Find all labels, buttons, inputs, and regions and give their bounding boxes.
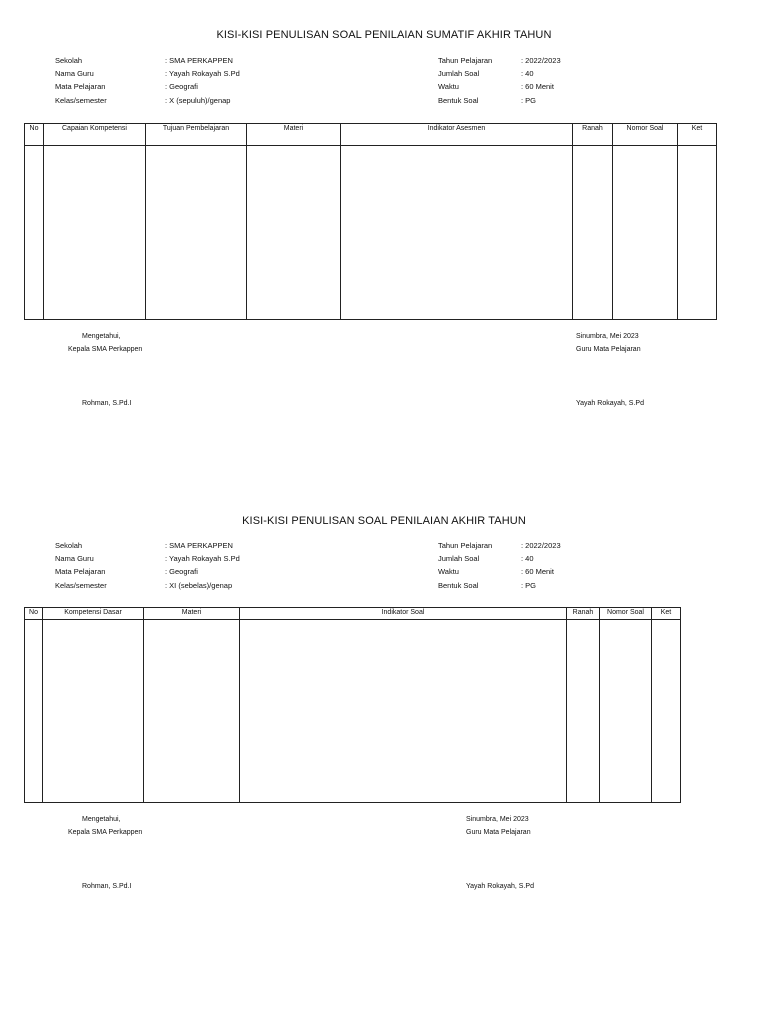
table-row (25, 146, 717, 320)
left-info-block (55, 539, 240, 592)
kisi-table (24, 607, 681, 803)
sign-left-title: Kepala SMA Perkappen (68, 346, 143, 353)
info-row-nama-guru (55, 67, 240, 80)
info-value: : Geografi (165, 82, 198, 92)
sign-right-title: Guru Mata Pelajaran (466, 829, 531, 836)
page-title: KISI-KISI PENULISAN SOAL PENILAIAN AKHIR TAHUN (242, 515, 526, 527)
table-cell (25, 620, 43, 803)
info-row-jumlah-soal (438, 67, 561, 80)
info-label: Mata Pelajaran (55, 567, 106, 577)
info-label: Waktu (438, 82, 459, 92)
col-header-nomor-soal: Nomor Soal (600, 608, 652, 620)
table-cell (613, 146, 678, 320)
info-label: Jumlah Soal (438, 69, 480, 79)
info-value: : Yayah Rokayah S.Pd (165, 554, 240, 564)
table-cell (144, 620, 240, 803)
info-label: Kelas/semester (55, 95, 107, 105)
sign-right-title: Guru Mata Pelajaran (576, 346, 641, 353)
info-row-nama-guru (55, 552, 240, 565)
col-header-capaian-kompetensi: Capaian Kompetensi (44, 124, 146, 146)
info-value: : SMA PERKAPPEN (165, 541, 233, 550)
col-header-ket: Ket (652, 608, 681, 620)
col-header-ket: Ket (678, 124, 717, 146)
col-header-no: No (25, 608, 43, 620)
table-cell (573, 146, 613, 320)
info-label: Mata Pelajaran (55, 82, 106, 92)
info-label: Nama Guru (55, 69, 94, 79)
sign-left-name: Rohman, S.Pd.I (82, 883, 132, 890)
table-cell (678, 146, 717, 320)
sign-right-name: Yayah Rokayah, S.Pd (466, 883, 534, 890)
sign-left-greeting: Mengetahui, (82, 816, 121, 823)
sign-left-title: Kepala SMA Perkappen (68, 829, 143, 836)
info-label: Tahun Pelajaran (438, 56, 493, 65)
info-value: : X (sepuluh)/genap (165, 95, 231, 105)
col-header-nomor-soal: Nomor Soal (613, 124, 678, 146)
info-value: : 40 (521, 69, 534, 79)
kisi-table (24, 123, 717, 320)
table-header-row (25, 608, 681, 620)
info-row-tahun (438, 54, 561, 67)
info-row-bentuk-soal (438, 94, 561, 107)
col-header-kompetensi-dasar: Kompetensi Dasar (43, 608, 144, 620)
sign-left-greeting: Mengetahui, (82, 333, 121, 340)
col-header-indikator-asesmen: Indikator Asesmen (341, 124, 573, 146)
info-value: : Geografi (165, 567, 198, 577)
table-cell (600, 620, 652, 803)
table-header-row (25, 124, 717, 146)
info-row-sekolah (55, 54, 240, 67)
table-cell (44, 146, 146, 320)
info-label: Sekolah (55, 541, 83, 550)
info-value: : 60 Menit (521, 567, 554, 577)
col-header-no: No (25, 124, 44, 146)
info-value: : 2022/2023 (521, 56, 561, 65)
left-info-block (55, 54, 240, 107)
sign-left-name: Rohman, S.Pd.I (82, 400, 132, 407)
info-value: : Yayah Rokayah S.Pd (165, 69, 240, 79)
info-value: : SMA PERKAPPEN (165, 56, 233, 65)
info-value: : 40 (521, 554, 534, 564)
table-cell (247, 146, 341, 320)
info-value: : 60 Menit (521, 82, 554, 92)
table-cell (240, 620, 567, 803)
right-info-block (438, 539, 561, 592)
info-row-tahun (438, 539, 561, 552)
info-label: Jumlah Soal (438, 554, 480, 564)
col-header-tujuan-pembelajaran: Tujuan Pembelajaran (146, 124, 247, 146)
info-row-bentuk-soal (438, 579, 561, 592)
info-label: Tahun Pelajaran (438, 541, 493, 550)
col-header-materi: Materi (144, 608, 240, 620)
col-header-ranah: Ranah (573, 124, 613, 146)
info-row-mata-pelajaran (55, 565, 240, 578)
sign-right-name: Yayah Rokayah, S.Pd (576, 400, 644, 407)
table-row (25, 620, 681, 803)
info-label: Waktu (438, 567, 459, 577)
info-value: : 2022/2023 (521, 541, 561, 550)
col-header-materi: Materi (247, 124, 341, 146)
info-value: : XI (sebelas)/genap (165, 580, 233, 590)
table-cell (341, 146, 573, 320)
col-header-indikator-soal: Indikator Soal (240, 608, 567, 620)
table-cell (567, 620, 600, 803)
right-info-block (438, 54, 561, 107)
info-label: Nama Guru (55, 554, 94, 564)
info-row-kelas (55, 94, 240, 107)
info-label: Kelas/semester (55, 580, 107, 590)
col-header-ranah: Ranah (567, 608, 600, 620)
info-row-mata-pelajaran (55, 80, 240, 93)
table-cell (652, 620, 681, 803)
table-cell (146, 146, 247, 320)
sign-right-place-date: Sinumbra, Mei 2023 (466, 816, 529, 823)
info-label: Bentuk Soal (438, 95, 479, 105)
info-row-jumlah-soal (438, 552, 561, 565)
info-row-kelas (55, 579, 240, 592)
info-row-sekolah (55, 539, 240, 552)
info-label: Sekolah (55, 56, 83, 65)
info-row-waktu (438, 565, 561, 578)
info-row-waktu (438, 80, 561, 93)
info-value: : PG (521, 580, 537, 590)
sign-right-place-date: Sinumbra, Mei 2023 (576, 333, 639, 340)
table-cell (25, 146, 44, 320)
info-label: Bentuk Soal (438, 580, 479, 590)
page-title: KISI-KISI PENULISAN SOAL PENILAIAN SUMATIF AKHIR TAHUN (216, 29, 552, 41)
table-cell (43, 620, 144, 803)
info-value: : PG (521, 95, 537, 105)
